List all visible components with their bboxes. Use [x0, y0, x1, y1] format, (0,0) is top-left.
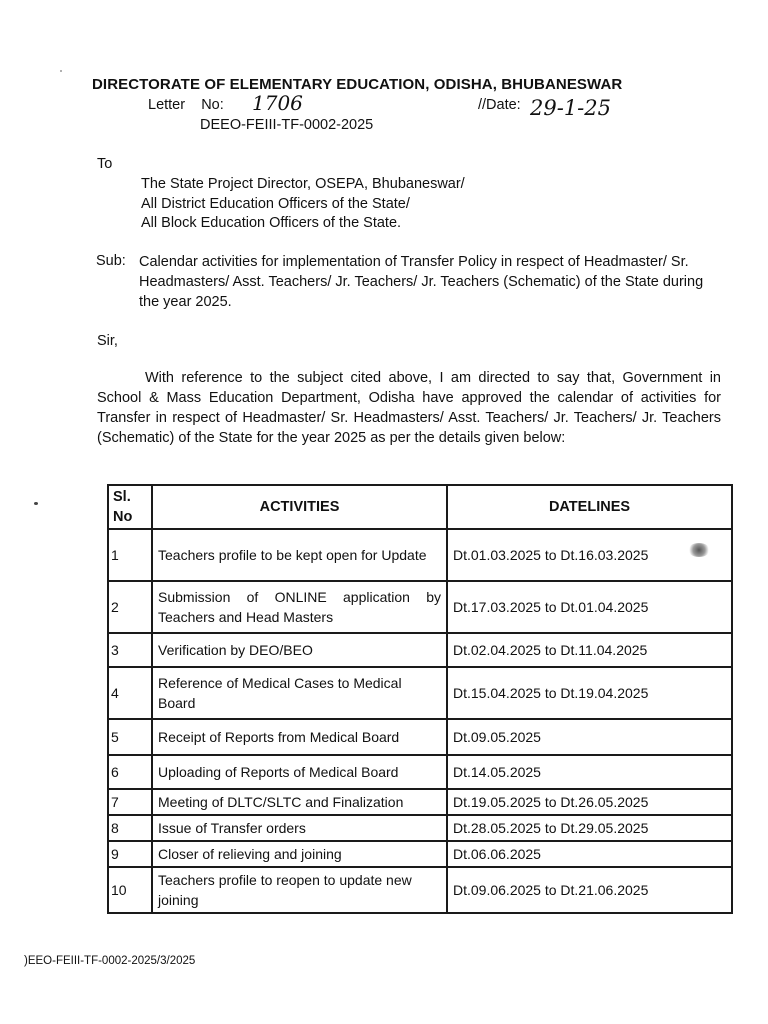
reference-code: DEEO-FEIII-TF-0002-2025 [200, 117, 374, 133]
sl-no-cell: 10 [108, 867, 152, 913]
table-row [108, 789, 732, 815]
sl-no-cell: 5 [108, 719, 152, 755]
dateline-cell: Dt.15.04.2025 to Dt.19.04.2025 [447, 667, 732, 719]
scan-speck [60, 70, 62, 72]
dateline-cell: Dt.02.04.2025 to Dt.11.04.2025 [447, 633, 732, 667]
recipient-line: The State Project Director, OSEPA, Bhubaneswar/ [141, 176, 465, 192]
subject-text: Calendar activities for implementation of Transfer Policy in respect of Headmaster/ Sr. Headmasters/ Asst. Teachers/ Jr. Teachers/ Jr. Teachers (Schematic) of the State during the year 2025. [139, 254, 704, 310]
activity-cell: Verification by DEO/BEO [152, 633, 447, 667]
activity-cell: Uploading of Reports of Medical Board [152, 755, 447, 789]
activity-cell: Teachers profile to reopen to update new joining [152, 867, 447, 913]
letter-no-label: Letter No: [148, 97, 224, 113]
to-label: To [97, 156, 113, 172]
dateline-cell: Dt.01.03.2025 to Dt.16.03.2025 [447, 529, 732, 581]
table-row [108, 529, 732, 581]
sl-no-cell: 9 [108, 841, 152, 867]
table-row [108, 841, 732, 867]
ink-smudge [688, 543, 710, 557]
sl-no-cell: 8 [108, 815, 152, 841]
sl-no-cell: 1 [108, 529, 152, 581]
sl-no-cell: 4 [108, 667, 152, 719]
body-paragraph: With reference to the subject cited above, I am directed to say that, Government in School & Mass Education Department, Odisha have approved the calendar of activities for Transfer in respect of Headmaster/ Sr. Headmasters/ Asst. Teachers/ Jr. Teachers/ Jr. Teachers (Schematic) of the State for the year 2025 as per the details given below: [97, 370, 721, 446]
letterhead-title: DIRECTORATE OF ELEMENTARY EDUCATION, ODISHA, BHUBANESWAR [92, 76, 623, 93]
dateline-cell: Dt.19.05.2025 to Dt.26.05.2025 [447, 789, 732, 815]
sl-no-cell: 3 [108, 633, 152, 667]
activity-cell: Closer of relieving and joining [152, 841, 447, 867]
table-row [108, 867, 732, 913]
table-row [108, 633, 732, 667]
letter-no-handwritten: 1706 [252, 91, 303, 115]
scan-speck [34, 502, 38, 505]
col-header-datelines: DATELINES [447, 485, 732, 529]
dateline-cell: Dt.09.05.2025 [447, 719, 732, 755]
table-row [108, 581, 732, 633]
date-handwritten: 29-1-25 [530, 96, 611, 120]
dateline-cell: Dt.17.03.2025 to Dt.01.04.2025 [447, 581, 732, 633]
activity-calendar-table [107, 484, 733, 914]
dateline-cell: Dt.28.05.2025 to Dt.29.05.2025 [447, 815, 732, 841]
table-header-row [108, 485, 732, 529]
dateline-cell: Dt.09.06.2025 to Dt.21.06.2025 [447, 867, 732, 913]
sl-no-cell: 6 [108, 755, 152, 789]
table-row [108, 755, 732, 789]
table-row [108, 719, 732, 755]
footer-reference: )EEO-FEIII-TF-0002-2025/3/2025 [24, 955, 196, 967]
date-label: //Date: [478, 97, 521, 113]
activity-cell: Reference of Medical Cases to Medical Board [152, 667, 447, 719]
activity-cell: Teachers profile to be kept open for Update [152, 529, 447, 581]
col-header-activities: ACTIVITIES [152, 485, 447, 529]
table-row [108, 667, 732, 719]
activity-cell: Receipt of Reports from Medical Board [152, 719, 447, 755]
dateline-cell: Dt.06.06.2025 [447, 841, 732, 867]
activity-cell: Issue of Transfer orders [152, 815, 447, 841]
subject-label: Sub: [96, 253, 126, 269]
table-row [108, 815, 732, 841]
recipient-line: All District Education Officers of the State/ [141, 196, 410, 212]
activity-cell: Meeting of DLTC/SLTC and Finalization [152, 789, 447, 815]
col-header-sl-no: Sl. No [108, 485, 152, 529]
salutation: Sir, [97, 333, 118, 349]
dateline-cell: Dt.14.05.2025 [447, 755, 732, 789]
activity-cell: Submission of ONLINE application by Teachers and Head Masters [152, 581, 447, 633]
sl-no-cell: 7 [108, 789, 152, 815]
sl-no-cell: 2 [108, 581, 152, 633]
recipient-line: All Block Education Officers of the State. [141, 215, 402, 231]
